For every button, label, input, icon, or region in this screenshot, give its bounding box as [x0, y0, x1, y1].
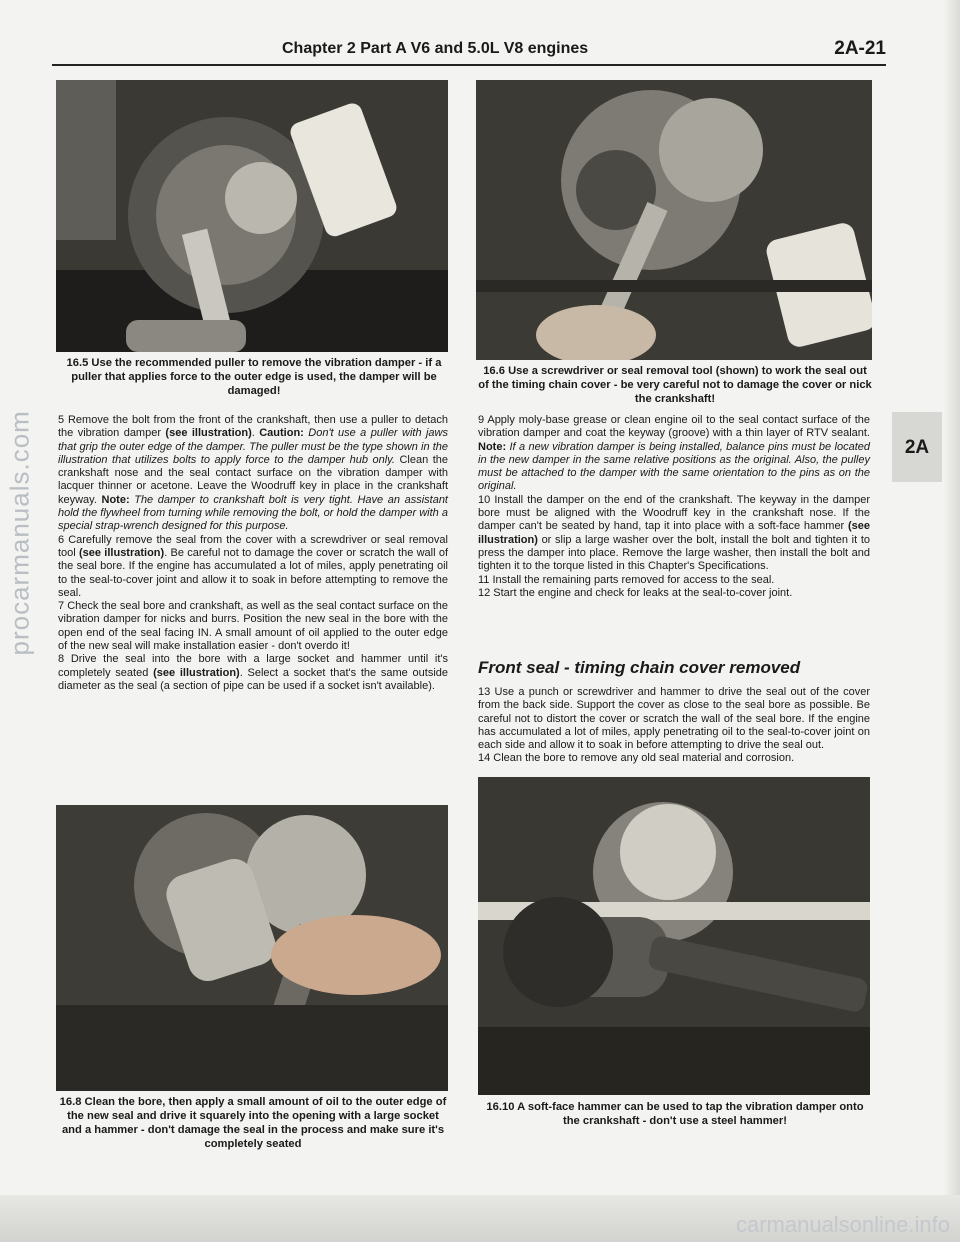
caption-16-5: 16.5 Use the recommended puller to remove the vibration damper - if a puller that applies force to the outer edge is used, the damper will be damaged! [66, 357, 442, 397]
right-column-text-2 [478, 686, 870, 766]
caption-16-6: 16.6 Use a screwdriver or seal removal tool (shown) to work the seal out of the timing chain cover - be very careful not to damage the cover or nick the crankshaft! [478, 365, 872, 405]
section-subheading: Front seal - timing chain cover removed [478, 658, 801, 677]
illustration-ref: (see illustration) [478, 520, 870, 546]
text-run: or slip a large washer over the bolt, install the bolt and tighten it to press the damper into place. Remove the large washer, then install the bolt and tighten it to the torque listed in this Chapter's Specifications. [478, 533, 870, 573]
text-run: 8 Drive the seal into the bore with a large socket and hammer until it's completely seated [58, 653, 448, 679]
caution-label: Caution: [259, 427, 304, 440]
text-run: . Be careful not to damage the cover or scratch the wall of the seal bore. If the engine has accumulated a lot of miles, apply penetrating oil to the seal-to-cover joint and allow it to soak in before attempting to remove the seal. [58, 546, 449, 599]
paragraph-12: 12 Start the engine and check for leaks at the seal-to-cover joint. [478, 586, 793, 599]
page-edge-shadow [944, 0, 960, 1242]
note-text: The damper to crankshaft bolt is very tight. Have an assistant hold the flywheel from turning while removing the bolt, or hold the damper with a special strap-wrench designed for this purpose. [58, 493, 448, 533]
paragraph-14: 14 Clean the bore to remove any old seal material and corrosion. [478, 752, 795, 765]
watermark-right: carmanualsonline.info [735, 1212, 950, 1237]
paragraph-9 [478, 414, 870, 494]
caution-text: Don't use a puller with jaws that grip the outer edge of the damper. The puller must be the type shown in the illustration that utilizes bolts to apply force to the damper hub only. [58, 427, 448, 466]
text-run: 5 Remove the bolt from the front of the crankshaft, then use a puller to detach the vibration damper [58, 414, 448, 440]
illustration-ref: (see illustration) [165, 427, 252, 440]
paragraph-11: 11 Install the remaining parts removed for access to the seal. [478, 573, 775, 586]
page-header [52, 36, 886, 66]
text-run: 10 Install the damper on the end of the crankshaft. The keyway in the damper bore must be aligned with the Woodruff key in the crankshaft nose. If the damper can't be seated by hand, tap it into place with a soft-face hammer [478, 493, 870, 533]
paragraph-5 [58, 414, 448, 534]
header-rule [52, 64, 886, 66]
caption-16-8: 16.8 Clean the bore, then apply a small amount of oil to the outer edge of the new seal and drive it squarely into the opening with a large socket and a hammer - don't damage the seal in the process and make sure it's completely seated [59, 1096, 447, 1150]
paragraph-6 [58, 534, 448, 600]
paragraph-10 [478, 494, 870, 574]
photo-16-5 [56, 80, 448, 352]
text-run: 9 Apply moly-base grease or clean engine oil to the seal contact surface of the vibration damper and coat the keyway (groove) with a thin layer of RTV sealant. [478, 414, 870, 440]
caption-16-10: 16.10 A soft-face hammer can be used to tap the vibration damper onto the crankshaft - don't use a steel hammer! [486, 1101, 864, 1127]
text-run: . Select a socket that's the same outside diameter as the seal (a section of pipe can be used if a socket isn't available). [58, 666, 448, 692]
note-label: Note: [101, 493, 130, 506]
paragraph-13: 13 Use a punch or screwdriver and hammer to drive the seal out of the cover from the back side. Support the cover as close to the seal bore as possible. Be careful not to distort the cover or scratch the wall of the seal bore. If the engine has accumulated a lot of miles, apply penetrating oil to the seal-to-cover joint on each side and allow it to soak in before attempting to drive the seal out. [478, 686, 870, 752]
right-column-text [478, 414, 870, 600]
watermark-left: procarmanuals.com [4, 410, 35, 656]
photo-16-6 [476, 80, 872, 360]
text-run: 6 Carefully remove the seal from the cover with a screwdriver or seal removal tool [58, 533, 448, 559]
text-run: Clean the crankshaft nose and the seal contact surface on the vibration damper with lacquer thinner or acetone. Leave the Woodruff key in place in the crankshaft keyway. [58, 453, 448, 506]
note-label: Note: [478, 440, 507, 453]
section-tab-label: 2A [904, 437, 930, 458]
paragraph-7: 7 Check the seal bore and crankshaft, as well as the seal contact surface on the vibration damper for nicks and burrs. Position the new seal in the bore with the open end of the seal facing IN. A small amount of oil applied to the outer edge of the new seal will make installation easier - don't overdo it! [58, 600, 448, 653]
illustration-ref: (see illustration) [79, 546, 165, 559]
text-run: . [251, 427, 260, 440]
paragraph-8 [58, 653, 448, 693]
note-text: If a new vibration damper is being installed, balance pins must be located in the new damper in the same relative positions as the original. Also, the pulley must be attached to the damper with the same orientation to the pins as on the original. [478, 440, 870, 493]
photo-16-8 [56, 805, 448, 1091]
section-tab [892, 412, 942, 482]
photo-16-10 [478, 777, 870, 1095]
page-number: 2A-21 [834, 38, 886, 59]
illustration-ref: (see illustration) [153, 666, 240, 679]
chapter-title: Chapter 2 Part A V6 and 5.0L V8 engines [282, 40, 589, 57]
left-column-text [58, 414, 448, 693]
